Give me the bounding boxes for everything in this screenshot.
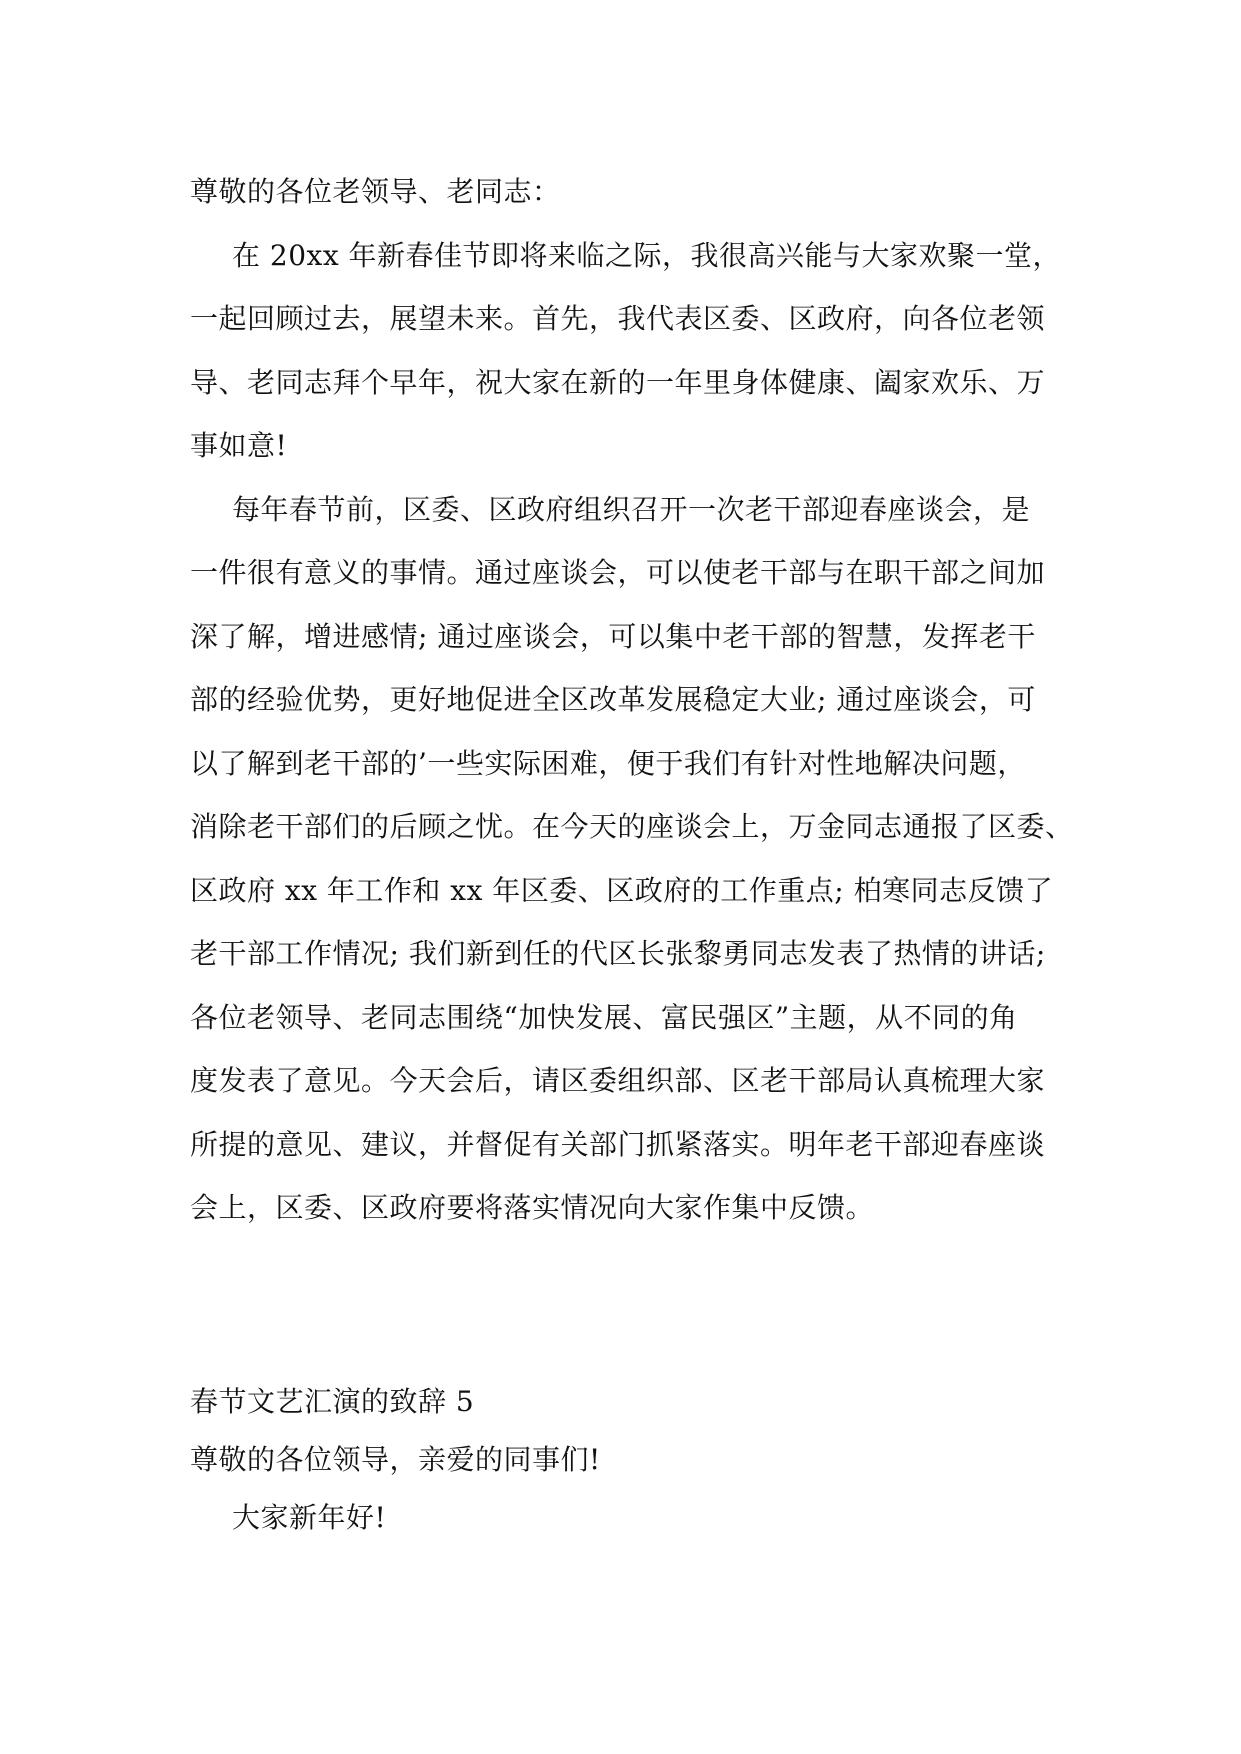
section-2 [190, 1373, 1052, 1547]
paragraph-2-line-6: 消除老干部们的后顾之忧。在今天的座谈会上，万金同志通报了区委、 [190, 810, 1074, 843]
paragraph-2-line-1: 每年春节前，区委、区政府组织召开一次老干部迎春座谈会，是 [232, 492, 1031, 526]
paragraph-2-line-10: 度发表了意见。今天会后，请区委组织部、区老干部局认真梳理大家 [190, 1064, 1046, 1097]
salutation-line-1: 尊敬的各位老领导、老同志： [190, 175, 561, 208]
paragraph-1-line-4: 事如意! [190, 429, 288, 462]
salutation-line-2: 尊敬的各位领导，亲爱的同事们! [190, 1442, 601, 1476]
paragraph-2 [190, 478, 1074, 1240]
paragraph-2-line-2: 一件很有意义的事情。通过座谈会，可以使老干部与在职干部之间加 [190, 556, 1046, 589]
paragraph-2-line-5: 以了解到老干部的’一些实际困难，便于我们有针对性地解决问题， [190, 746, 1026, 780]
paragraph-2-line-9: 各位老领导、老同志围绕“加快发展、富民强区”主题，从不同的角 [190, 1000, 1018, 1034]
paragraph-2-line-7: 区政府 xx 年工作和 xx 年区委、区政府的工作重点; 柏寒同志反馈了 [190, 873, 1054, 907]
section-title: 春节文艺汇演的致辞 5 [190, 1384, 475, 1418]
paragraph-1-line-2: 一起回顾过去，展望未来。首先，我代表区委、区政府，向各位老领 [190, 302, 1046, 335]
paragraph-2-line-3: 深了解，增进感情; 通过座谈会，可以集中老干部的智慧，发挥老干 [190, 619, 1036, 653]
paragraph-2-line-11: 所提的意见、建议，并督促有关部门抓紧落实。明年老干部迎春座谈 [190, 1127, 1046, 1161]
greeting-line: 大家新年好! [232, 1500, 387, 1534]
paragraph-2-line-8: 老干部工作情况; 我们新到任的代区长张黎勇同志发表了热情的讲话; [190, 937, 1046, 970]
document-body [190, 160, 1074, 1547]
paragraph-1-line-1: 在 20xx 年新春佳节即将来临之际，我很高兴能与大家欢聚一堂， [232, 238, 1062, 272]
paragraph-2-line-4: 部的经验优势，更好地促进全区改革发展稳定大业; 通过座谈会，可 [190, 683, 1036, 716]
paragraph-1 [190, 224, 1062, 478]
paragraph-1-line-3: 导、老同志拜个早年，祝大家在新的一年里身体健康、阖家欢乐、万 [190, 365, 1046, 399]
paragraph-2-line-12: 会上，区委、区政府要将落实情况向大家作集中反馈。 [190, 1191, 875, 1224]
